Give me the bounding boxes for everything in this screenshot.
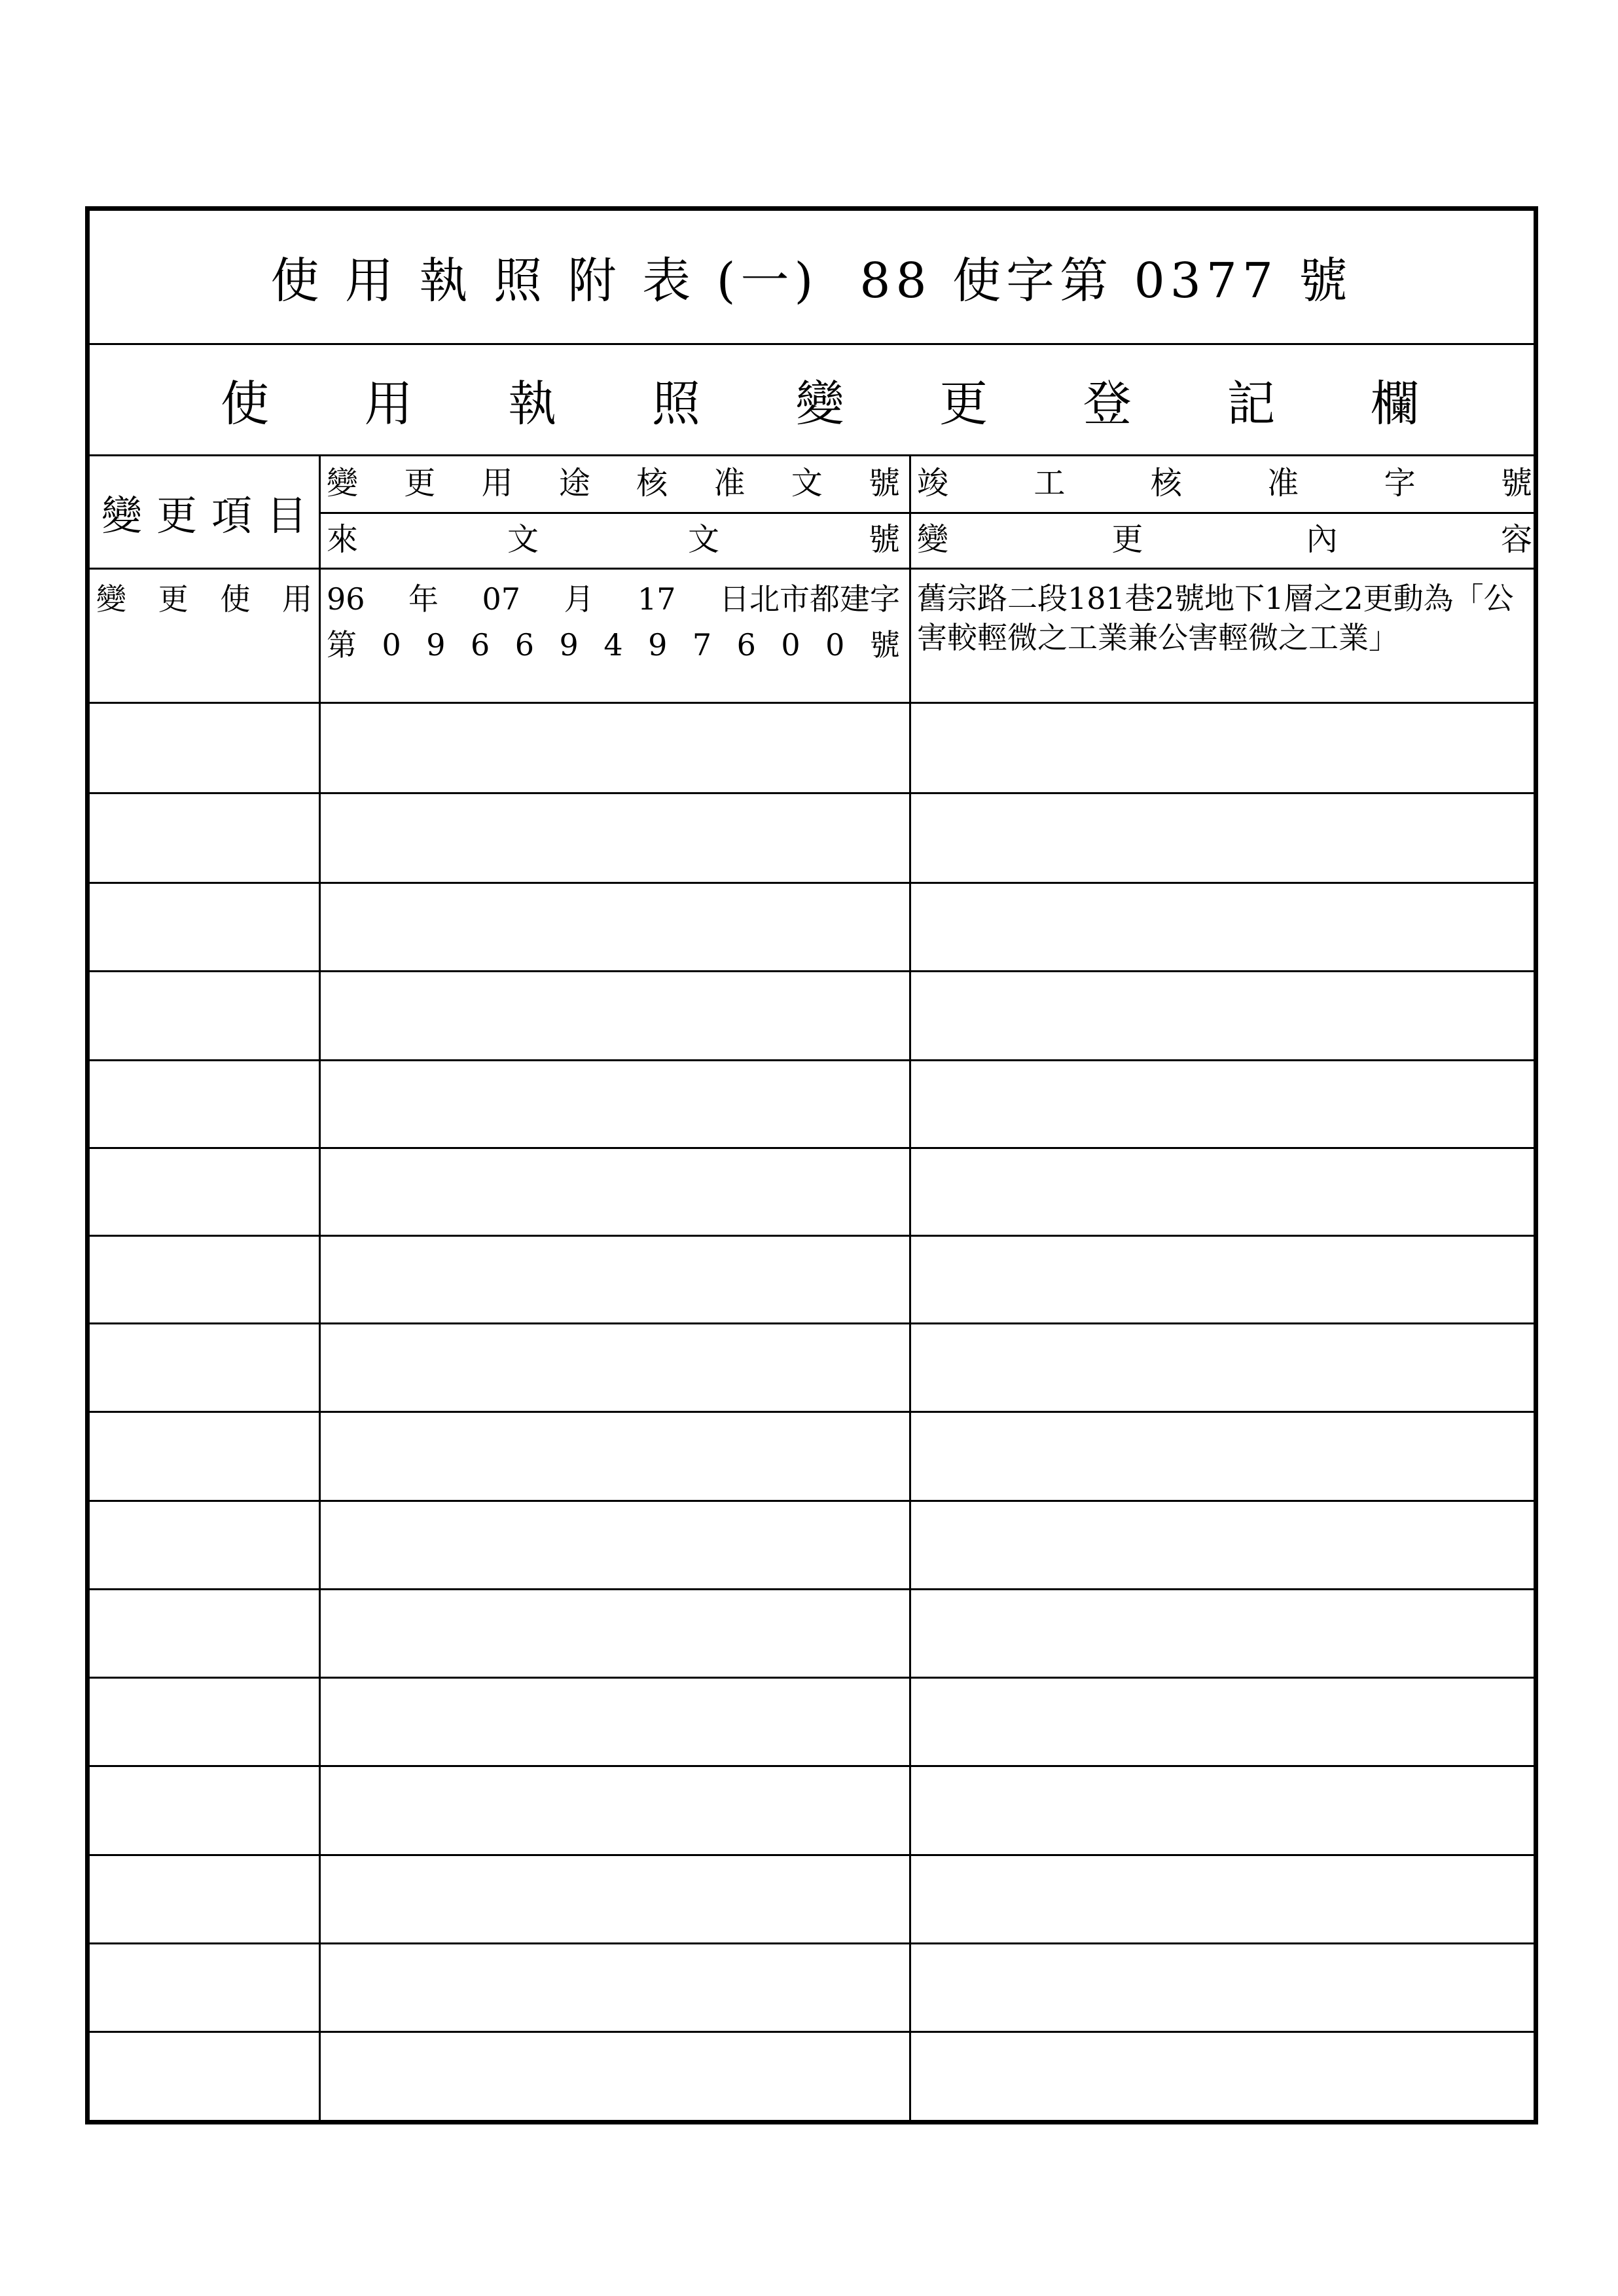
entry-doc-number-line1: 96 年 07 月 17 日北市都建字 [327,581,900,617]
column-divider-1 [319,456,321,2120]
section-title-char: 變 [795,375,844,432]
usage-permit-form [85,206,1538,2124]
section-title-char: 照 [651,375,700,432]
section-title-char: 用 [364,375,413,432]
section-title-char: 更 [939,375,988,432]
header-divider [319,512,1534,514]
row-divider [90,1677,1534,1679]
row-divider [90,1322,1534,1324]
row-divider [90,1147,1534,1149]
row-divider [90,568,1534,570]
form-title: 使 用 執 照 附 表 (一) 88 使字第 0377 號 [90,211,1534,345]
entry-change-content: 舊宗路二段181巷2號地下1層之2更動為「公害較輕微之工業兼公害輕微之工業」 [917,581,1514,655]
entry-change-item: 變 更 使 用 [96,581,312,617]
section-title-char: 記 [1227,375,1276,432]
row-divider [90,1235,1534,1237]
header-approval-doc-no: 變 更 用 途 核 准 文 號 [327,465,900,501]
header-incoming-doc-no: 來 文 文 號 [327,521,900,558]
row-divider [90,1765,1534,1767]
header-completion-no: 竣 工 核 准 字 號 [917,465,1532,501]
header-change-item: 變 更 項 目 [101,491,307,539]
row-divider [90,2031,1534,2033]
section-title-char: 欄 [1371,375,1419,432]
section-title [90,345,1534,456]
row-divider [90,702,1534,704]
section-title-char: 執 [508,375,557,432]
row-divider [90,882,1534,884]
row-divider [90,970,1534,972]
row-divider [90,1411,1534,1413]
row-divider [90,792,1534,794]
section-title-char: 使 [221,375,269,432]
row-divider [90,1942,1534,1944]
header-change-content: 變 更 內 容 [917,521,1532,558]
row-divider [90,1588,1534,1590]
row-divider [90,1854,1534,1856]
row-divider [90,1500,1534,1502]
entry-doc-number-line2: 第 0 9 6 6 9 4 9 7 6 0 0 號 [327,627,900,663]
section-title-char: 登 [1083,375,1132,432]
column-divider-2 [909,456,911,2120]
row-divider [90,1059,1534,1061]
